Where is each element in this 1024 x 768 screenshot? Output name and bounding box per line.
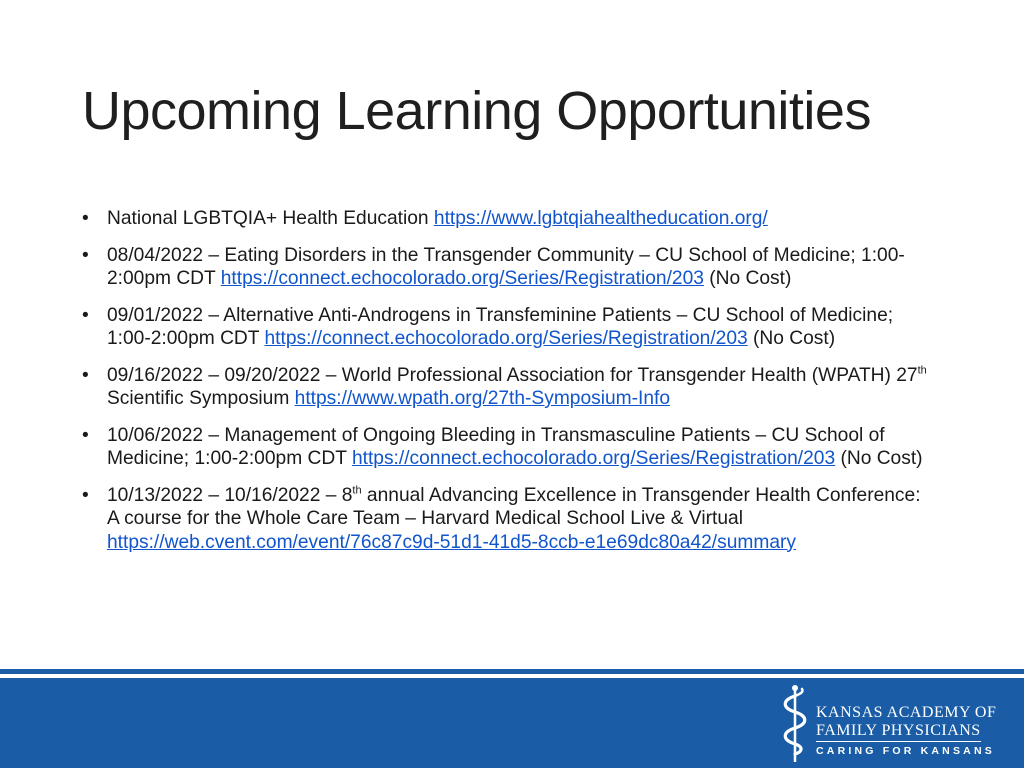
- logo-tagline: CARING FOR KANSANS: [816, 745, 995, 757]
- list-item: [80, 207, 930, 231]
- list-item: [80, 244, 930, 291]
- echo-registration-link[interactable]: https://connect.echocolorado.org/Series/Registration/203: [220, 268, 704, 289]
- cvent-event-link[interactable]: https://web.cvent.com/event/76c87c9d-51d1-41d5-8ccb-e1e69dc80a42/summary: [107, 531, 797, 553]
- list-item: [80, 484, 930, 555]
- list-item: [80, 424, 930, 471]
- item-text: 09/01/2022 – Alternative Anti-Androgens in Transfeminine Patients – CU School of Medicine; 1:00-2:00pm CDT: [107, 304, 894, 349]
- kafp-logo: [778, 682, 998, 766]
- item-cost: (No Cost): [747, 328, 836, 349]
- list-item: [80, 364, 930, 411]
- item-text: Scientific Symposium: [107, 388, 295, 409]
- item-cost: (No Cost): [835, 448, 923, 469]
- item-cost: (No Cost): [703, 268, 792, 289]
- list-item: [80, 304, 930, 351]
- slide-title: Upcoming Learning Opportunities: [82, 81, 871, 141]
- learning-opportunities-list: [80, 207, 930, 567]
- wpath-symposium-link[interactable]: https://www.wpath.org/27th-Symposium-Info: [294, 388, 671, 409]
- item-text: 10/06/2022 – Management of Ongoing Bleeding in Transmasculine Patients – CU School of Medicine; 1:00-2:00pm CDT: [107, 424, 885, 469]
- ordinal-suffix: th: [917, 364, 927, 377]
- logo-line-2: FAMILY PHYSICIANS: [816, 722, 981, 742]
- echo-registration-link[interactable]: https://connect.echocolorado.org/Series/Registration/203: [264, 328, 748, 349]
- lgbtqia-education-link[interactable]: https://www.lgbtqiahealtheducation.org/: [433, 208, 768, 229]
- item-text: 08/04/2022 – Eating Disorders in the Transgender Community – CU School of Medicine; 1:00-2:00pm CDT: [107, 244, 905, 289]
- item-text: National LGBTQIA+ Health Education: [107, 208, 434, 229]
- item-text: 09/16/2022 – 09/20/2022 – World Professional Association for Transgender Health (WPATH) 27: [107, 364, 918, 386]
- ordinal-suffix: th: [352, 484, 362, 497]
- caduceus-icon: [778, 682, 812, 764]
- item-text: annual Advancing Excellence in Transgender Health Conference: A course for the Whole Care Team – Harvard Medical School Live & Virtual: [107, 484, 921, 529]
- echo-registration-link[interactable]: https://connect.echocolorado.org/Series/Registration/203: [351, 448, 836, 469]
- footer-stripe: [0, 669, 1024, 674]
- item-text: 10/13/2022 – 10/16/2022 – 8: [107, 484, 353, 506]
- logo-line-1: KANSAS ACADEMY OF: [816, 704, 997, 721]
